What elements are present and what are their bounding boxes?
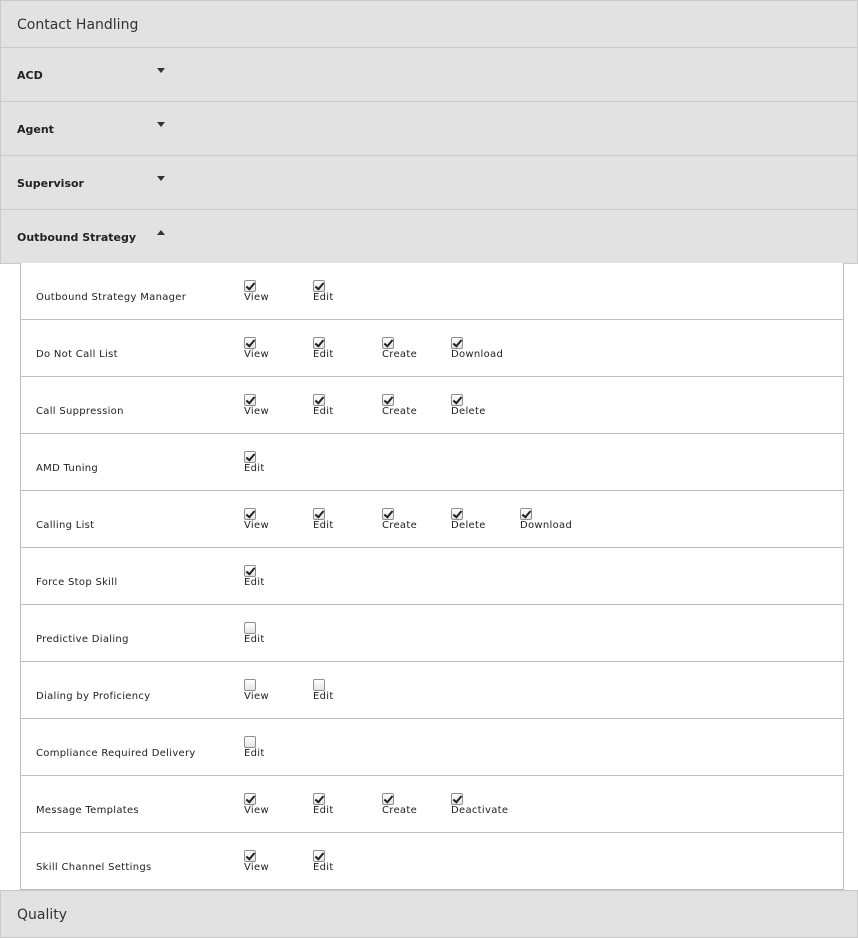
checkbox[interactable]: [451, 793, 463, 805]
permission-row: [21, 662, 843, 719]
outbound-strategy-permissions: [20, 263, 844, 891]
checkbox-label: View: [244, 805, 269, 816]
permission-row: [21, 605, 843, 662]
checkbox[interactable]: [451, 508, 463, 520]
permission-row: [21, 719, 843, 776]
chevron-down-icon[interactable]: [157, 122, 165, 127]
checkbox[interactable]: [313, 793, 325, 805]
permission-option-create: [382, 793, 452, 823]
permission-option-edit: [313, 793, 383, 823]
permission-name: Call Suppression: [36, 406, 124, 417]
checkbox[interactable]: [313, 337, 325, 349]
permission-option-edit: [313, 394, 383, 424]
checkbox[interactable]: [244, 679, 256, 691]
checkbox-label: Edit: [313, 862, 334, 873]
checkbox[interactable]: [244, 736, 256, 748]
checkbox[interactable]: [382, 337, 394, 349]
permission-name: Calling List: [36, 520, 95, 531]
permission-row: [21, 491, 843, 548]
checkbox[interactable]: [382, 793, 394, 805]
checkbox-label: Download: [520, 520, 573, 531]
permission-name: Force Stop Skill: [36, 577, 118, 588]
checkbox[interactable]: [313, 508, 325, 520]
chevron-down-icon[interactable]: [157, 68, 165, 73]
permission-name: Outbound Strategy Manager: [36, 292, 187, 303]
checkbox[interactable]: [244, 451, 256, 463]
checkbox[interactable]: [451, 394, 463, 406]
permission-name: Do Not Call List: [36, 349, 118, 360]
permission-option-download: [520, 508, 590, 538]
section-quality[interactable]: [0, 890, 858, 938]
permission-option-edit: [313, 337, 383, 367]
section-outbound-strategy[interactable]: [0, 209, 858, 264]
permission-name: AMD Tuning: [36, 463, 99, 474]
permission-row: [21, 263, 843, 320]
permission-option-view: [244, 394, 314, 424]
checkbox[interactable]: [313, 280, 325, 292]
section-title: Outbound Strategy: [17, 231, 137, 244]
checkbox-label: Edit: [244, 634, 265, 645]
permission-option-view: [244, 337, 314, 367]
permission-option-delete: [451, 508, 521, 538]
checkbox-label: Deactivate: [451, 805, 509, 816]
permission-option-edit: [244, 736, 314, 766]
checkbox-label: Edit: [313, 691, 334, 702]
checkbox-label: Edit: [244, 463, 265, 474]
section-acd[interactable]: [0, 47, 858, 102]
checkbox-label: View: [244, 349, 269, 360]
checkbox-label: View: [244, 520, 269, 531]
checkbox[interactable]: [451, 337, 463, 349]
permission-option-edit: [244, 451, 314, 481]
checkbox[interactable]: [244, 394, 256, 406]
checkbox[interactable]: [244, 280, 256, 292]
permission-option-edit: [244, 622, 314, 652]
permission-option-view: [244, 508, 314, 538]
checkbox[interactable]: [244, 508, 256, 520]
checkbox-label: View: [244, 691, 269, 702]
checkbox[interactable]: [244, 793, 256, 805]
permission-row: [21, 434, 843, 491]
checkbox-label: Edit: [313, 292, 334, 303]
checkbox-label: Download: [451, 349, 504, 360]
permission-name: Skill Channel Settings: [36, 862, 152, 873]
permission-row: [21, 548, 843, 605]
permission-option-view: [244, 679, 314, 709]
checkbox-label: Create: [382, 520, 418, 531]
permission-option-download: [451, 337, 521, 367]
section-title: Contact Handling: [17, 17, 139, 33]
permission-name: Message Templates: [36, 805, 139, 816]
checkbox-label: Create: [382, 349, 418, 360]
section-title: Agent: [17, 123, 54, 136]
permission-option-deactivate: [451, 793, 521, 823]
checkbox[interactable]: [244, 622, 256, 634]
permission-option-view: [244, 850, 314, 880]
section-contact-handling[interactable]: [0, 0, 858, 48]
section-title: Supervisor: [17, 177, 84, 190]
checkbox-label: Edit: [313, 406, 334, 417]
permission-option-edit: [244, 565, 314, 595]
checkbox-label: Create: [382, 805, 418, 816]
chevron-up-icon[interactable]: [157, 230, 165, 235]
checkbox[interactable]: [520, 508, 532, 520]
permission-option-edit: [313, 280, 383, 310]
section-agent[interactable]: [0, 101, 858, 156]
checkbox-label: Edit: [244, 577, 265, 588]
checkbox[interactable]: [244, 565, 256, 577]
checkbox[interactable]: [382, 394, 394, 406]
checkbox-label: Edit: [313, 520, 334, 531]
permission-name: Compliance Required Delivery: [36, 748, 196, 759]
checkbox[interactable]: [313, 850, 325, 862]
permission-option-delete: [451, 394, 521, 424]
permission-name: Predictive Dialing: [36, 634, 129, 645]
section-supervisor[interactable]: [0, 155, 858, 210]
permission-option-view: [244, 793, 314, 823]
permission-option-create: [382, 337, 452, 367]
permission-option-create: [382, 508, 452, 538]
chevron-down-icon[interactable]: [157, 176, 165, 181]
permission-row: [21, 377, 843, 434]
checkbox[interactable]: [244, 337, 256, 349]
checkbox-label: Edit: [313, 805, 334, 816]
permission-option-edit: [313, 679, 383, 709]
permission-row: [21, 776, 843, 833]
permission-name: Dialing by Proficiency: [36, 691, 151, 702]
permission-option-edit: [313, 508, 383, 538]
checkbox-label: Delete: [451, 520, 486, 531]
checkbox-label: View: [244, 862, 269, 873]
checkbox-label: Delete: [451, 406, 486, 417]
checkbox-label: Edit: [313, 349, 334, 360]
checkbox[interactable]: [313, 679, 325, 691]
permission-option-view: [244, 280, 314, 310]
checkbox-label: Create: [382, 406, 418, 417]
checkbox[interactable]: [244, 850, 256, 862]
permission-row: [21, 833, 843, 890]
checkbox-label: View: [244, 406, 269, 417]
checkbox[interactable]: [382, 508, 394, 520]
checkbox-label: View: [244, 292, 269, 303]
checkbox[interactable]: [313, 394, 325, 406]
checkbox-label: Edit: [244, 748, 265, 759]
section-title: Quality: [17, 907, 68, 923]
permission-option-edit: [313, 850, 383, 880]
permission-option-create: [382, 394, 452, 424]
section-title: ACD: [17, 69, 43, 82]
permission-row: [21, 320, 843, 377]
